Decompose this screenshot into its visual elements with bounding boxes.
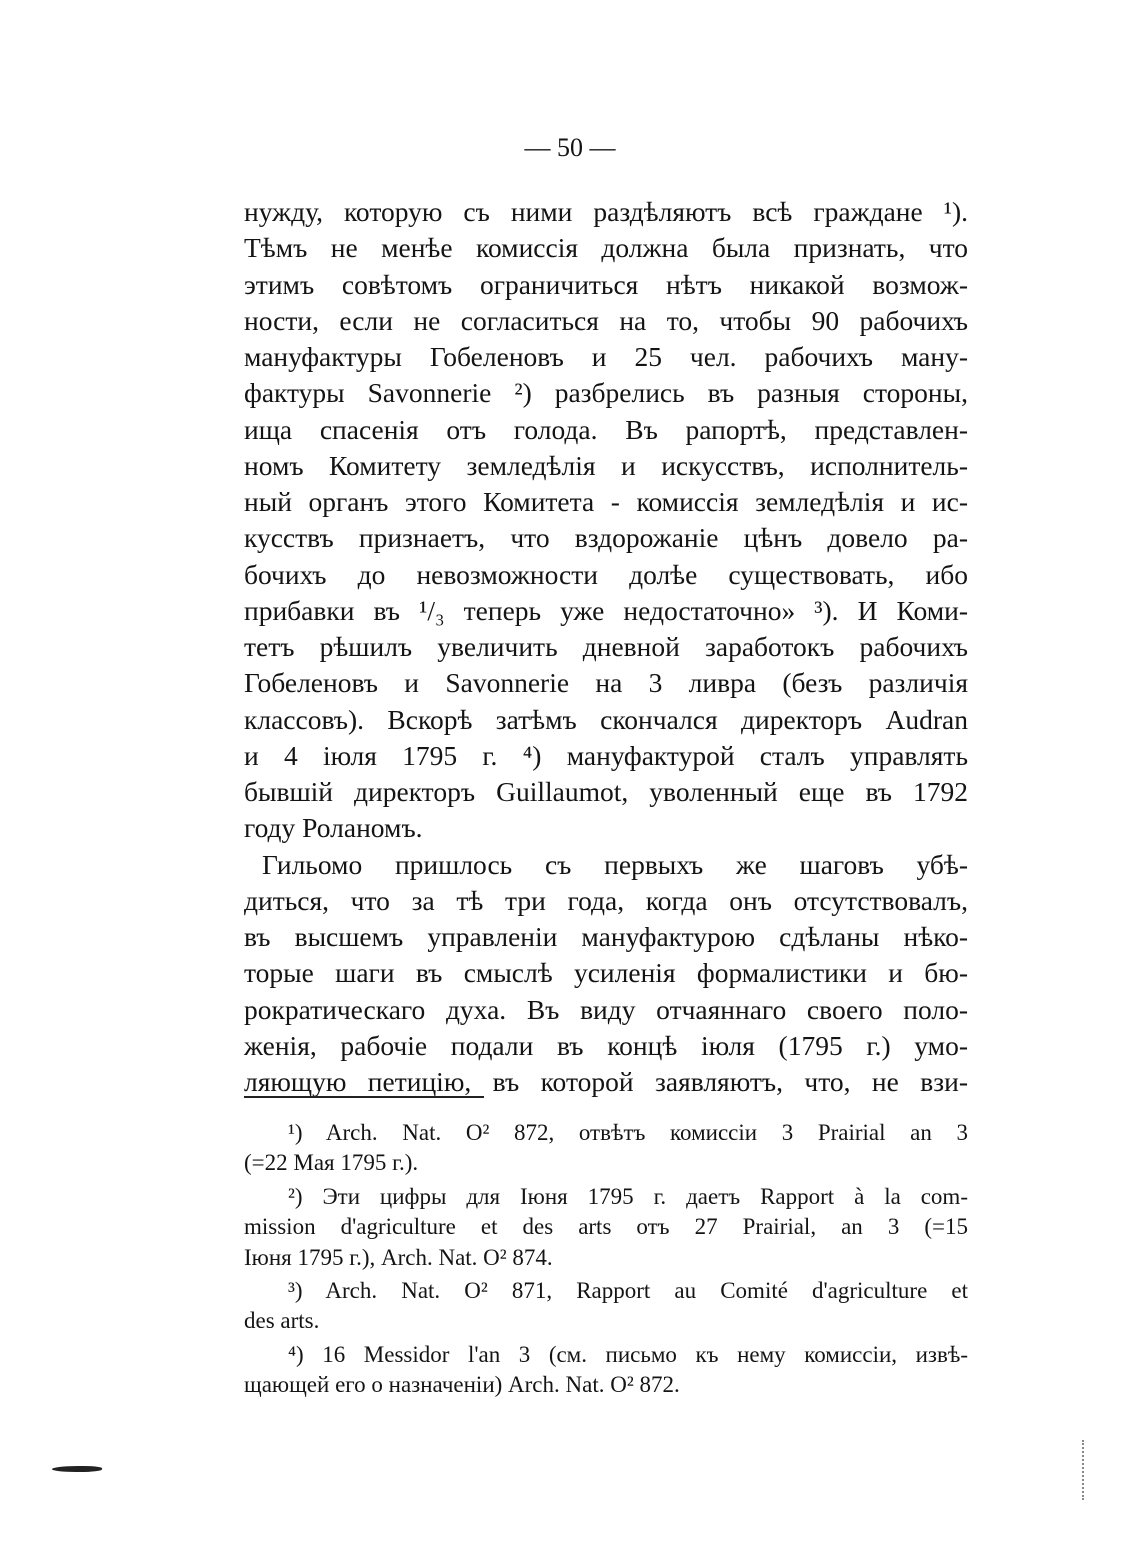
text-line: фактуры Savonnerie ²) разбрелись въ разныя стороны, [244,377,968,409]
text-line: въ высшемъ управленіи мануфактурою сдѣланы нѣко- [244,921,968,952]
text-line: кусствъ признаетъ, что вздорожаніе цѣнъ довело ра- [244,522,968,554]
footnote-line: ²) Эти цифры для Іюня 1795 г. даетъ Rapport à la com- [288,1183,968,1209]
footnote-3 [244,1276,968,1337]
text-line: рократическаго духа. Въ виду отчаяннаго своего поло- [244,993,968,1025]
footnote-2 [244,1182,968,1273]
scan-artifact-dots [1082,1440,1086,1500]
footnote-line: Іюня 1795 г.), Arch. Nat. O² 874. [244,1244,553,1270]
text-line: ности, если не согласиться на то, чтобы 90 рабочихъ [244,304,968,336]
text-line: классовъ). Вскорѣ затѣмъ скончался директоръ Audran [244,703,968,735]
text-line: Тѣмъ не менѣе комиссія должна была признать, что [244,232,968,264]
footnote-line: щающей его о назначеніи) Arch. Nat. O² 872. [244,1372,680,1398]
text-line: ный органъ этого Комитета - комиссія земледѣлія и ис- [244,486,968,517]
text-line: Гильомо пришлось съ первыхъ же шаговъ убѣ- [262,848,968,880]
footnote-4 [244,1340,968,1401]
body-text [244,194,968,1100]
footnote-1 [244,1118,968,1179]
text-line: диться, что за тѣ три года, когда онъ отсутствовалъ, [244,884,968,916]
text-line: ища спасенія отъ голода. Въ рапортѣ, представлен- [244,413,968,445]
scan-artifact-mark [51,1466,103,1472]
footnote-rule [244,1096,484,1098]
footnote-line: ¹) Arch. Nat. O² 872, отвѣтъ комиссіи 3 Prairial an 3 [288,1120,968,1145]
text-line: нужду, которую съ ними раздѣляютъ всѣ граждане ¹). [244,196,968,227]
footnote-line: des arts. [244,1308,320,1334]
text-line: Гобеленовъ и Savonnerie на 3 ливра (безъ различія [244,667,968,699]
text-line: этимъ совѣтомъ ограничиться нѣтъ никакой возмож- [244,268,968,300]
text-line: году Роланомъ. [244,812,423,844]
text-line: номъ Комитету земледѣлія и искусствъ, исполнитель- [244,449,968,481]
text-line: бочихъ до невозможности долѣе существовать, ибо [244,558,968,590]
text-line: прибавки въ ¹/₃ теперь уже недостаточно» ³). И Коми- [244,594,968,626]
text-line: бывшій директоръ Guillaumot, уволенный еще въ 1792 [244,776,968,807]
text-line: мануфактуры Гобеленовъ и 25 чел. рабочихъ ману- [244,341,968,372]
footnote-line: ⁴) 16 Messidor l'an 3 (см. письмо къ нему комиссіи, извѣ- [288,1341,968,1367]
text-line: тетъ рѣшилъ увеличить дневной заработокъ рабочихъ [244,631,968,662]
footnotes [244,1118,968,1401]
page-number: — 50 — [524,133,616,162]
text-line: торые шаги въ смыслѣ усиленія формалистики и бю- [244,957,968,989]
text-line: ляющую петицію, въ которой заявляютъ, что, не взи- [244,1066,968,1097]
footnote-line: mission d'agriculture et des arts отъ 27 Prairial, an 3 (=15 [244,1214,968,1240]
text-line: и 4 іюля 1795 г. ⁴) мануфактурой сталъ управлять [244,739,968,771]
text-line: женія, рабочіе подали въ концѣ іюля (1795 г.) умо- [244,1029,968,1061]
footnote-line: (=22 Мая 1795 г.). [244,1150,419,1176]
footnote-line: ³) Arch. Nat. O² 871, Rapport au Comité d'agriculture et [288,1277,968,1303]
